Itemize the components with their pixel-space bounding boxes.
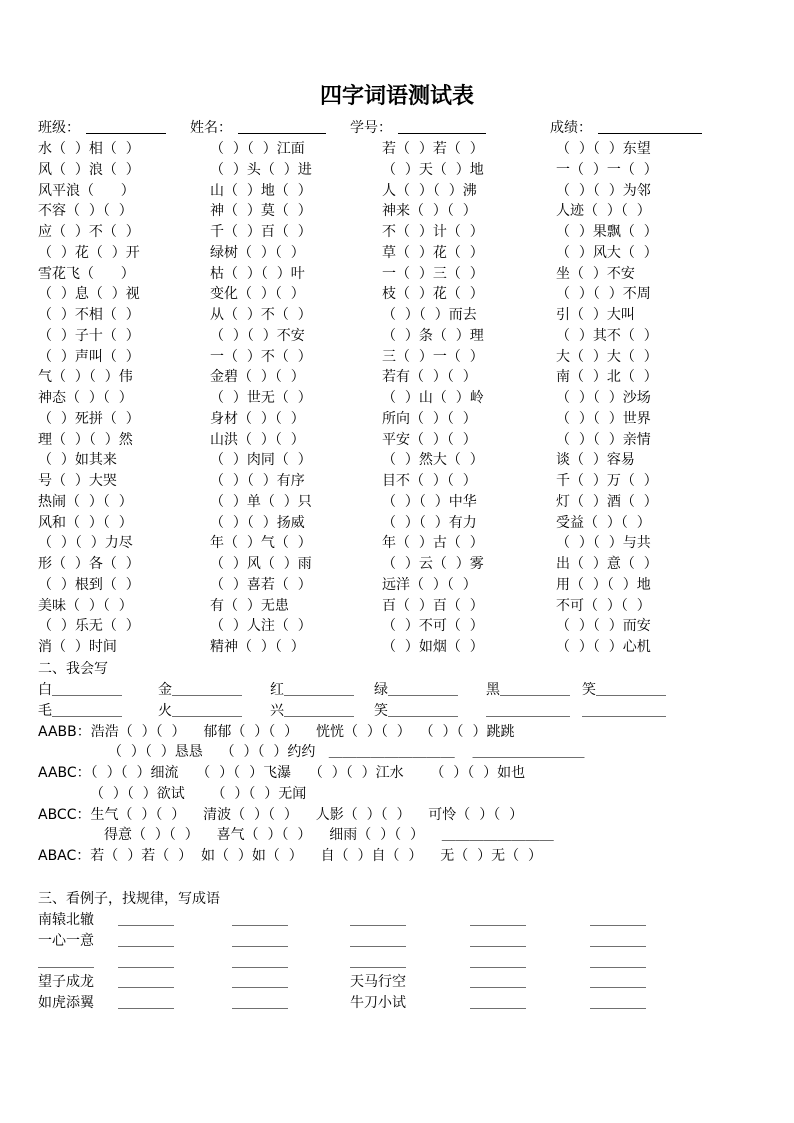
idiom-item[interactable]: （ ）果飘（ ） [556,224,658,240]
answer-blank[interactable]: ＿＿＿＿ [118,933,174,949]
write-cell[interactable]: 毛＿＿＿＿＿ [38,703,122,719]
idiom-item[interactable]: 山（ ）地（ ） [210,182,312,199]
aabc-line[interactable]: （ ）（ ）欲试 （ ）（ ）无闻 [90,786,307,802]
idiom-item[interactable]: （ ）肉同（ ） [210,452,312,469]
idiom-item[interactable]: 不容（ ）（ ） [38,203,133,220]
idiom-item[interactable]: 应（ ）不（ ） [38,224,140,240]
idiom-item[interactable]: 有（ ）无患 [210,597,289,614]
idiom-item[interactable]: （ ）世无（ ） [210,390,312,406]
idiom-item[interactable]: 坐（ ）不安 [556,265,635,282]
answer-blank[interactable]: ＿＿＿＿ [590,974,646,990]
answer-blank[interactable]: ＿＿＿＿ [232,974,288,990]
idiom-item[interactable]: 枝（ ）花（ ） [382,286,484,303]
idiom-item[interactable]: （ ）条（ ）理 [382,327,484,344]
idiom-item[interactable]: （ ）天（ ）地 [382,161,484,178]
aabc-line[interactable]: AABC：（ ）（ ）细流 （ ）（ ）飞瀑 （ ）（ ）江水 （ ）（ ）如也 [38,765,526,781]
idiom-item[interactable]: 神态（ ）（ ） [38,390,133,406]
answer-blank[interactable]: ＿＿＿＿ [118,974,174,990]
idiom-item[interactable]: （ ）（ ）亲情 [556,431,651,448]
write-cell[interactable]: 笑＿＿＿＿＿ [582,682,666,698]
idiom-item[interactable]: （ ）（ ）而安 [556,618,651,635]
write-cell[interactable]: 火＿＿＿＿＿ [158,703,242,719]
idiom-item[interactable]: （ ）单（ ）只 [210,493,312,510]
idiom-item[interactable]: 目不（ ）（ ） [382,473,477,489]
idiom-item[interactable]: 一（ ）不（ ） [210,348,312,365]
page-title: 四字词语测试表 [319,84,474,109]
idiom-item[interactable]: 大（ ）大（ ） [556,348,658,365]
idiom-item[interactable]: 风和（ ）（ ） [38,514,133,531]
idiom-item[interactable]: 水（ ）相（ ） [38,141,140,157]
idiom-item[interactable]: 一（ ）一（ ） [556,161,658,178]
write-cell[interactable]: ＿＿＿＿＿＿ [486,703,570,719]
abcc-line[interactable]: 得意（ ）（ ） 喜气（ ）（ ） 细雨（ ）（ ） ＿＿＿＿＿＿＿＿ [104,827,554,843]
idiom-item[interactable]: （ ）其不（ ） [556,327,658,344]
idiom-item[interactable]: 年（ ）古（ ） [382,535,484,552]
section2-heading: 二、我会写 [38,661,108,677]
idiom-item[interactable]: 风平浪（ ） [38,182,135,199]
class-label: 班级： [38,120,80,136]
idiom-item[interactable]: 雪花飞（ ） [38,265,135,282]
idiom-item[interactable]: （ ）如烟（ ） [382,639,484,655]
answer-blank[interactable]: ＿＿＿＿ [470,933,526,949]
idiom-item[interactable]: 年（ ）气（ ） [210,535,312,552]
write-cell[interactable]: 红＿＿＿＿＿ [270,682,354,698]
answer-blank[interactable]: ＿＿＿＿ [350,933,406,949]
example-idiom: 望子成龙 [38,974,94,990]
idiom-item[interactable]: （ ）不可（ ） [382,618,484,635]
answer-blank[interactable]: ＿＿＿＿ [118,954,174,970]
idiom-item[interactable]: 平安（ ）（ ） [382,431,477,448]
idiom-item[interactable]: 一（ ）三（ ） [382,265,484,282]
idiom-item[interactable]: 用（ ）（ ）地 [556,576,651,593]
idiom-item[interactable]: （ ）喜若（ ） [210,576,312,593]
answer-blank[interactable]: ＿＿＿＿ [232,995,288,1011]
answer-blank[interactable]: ＿＿＿＿ [590,912,646,928]
answer-blank[interactable]: ＿＿＿＿ [38,954,94,970]
answer-blank[interactable]: ＿＿＿＿ [350,954,406,970]
idiom-item[interactable]: （ ）子十（ ） [38,327,140,344]
idiom-item[interactable]: （ ）（ ）东望 [556,141,651,157]
name-label: 姓名： [190,120,232,136]
idiom-item[interactable]: 号（ ）大哭 [38,473,117,489]
idiom-item[interactable]: 不（ ）计（ ） [382,224,484,240]
answer-blank[interactable]: ＿＿＿＿ [470,974,526,990]
idiom-item[interactable]: （ ）（ ）力尽 [38,535,133,552]
idiom-item[interactable]: （ ）（ ）而去 [382,307,477,323]
id-field[interactable] [398,133,486,134]
answer-blank[interactable]: ＿＿＿＿ [118,912,174,928]
write-cell[interactable]: 绿＿＿＿＿＿ [374,682,458,698]
idiom-item[interactable]: （ ）（ ）沙场 [556,390,651,406]
answer-blank[interactable]: ＿＿＿＿ [118,995,174,1011]
write-cell[interactable]: 黑＿＿＿＿＿ [486,682,570,698]
idiom-item[interactable]: 枯（ ）（ ）叶 [210,265,305,282]
answer-blank[interactable]: ＿＿＿＿ [350,912,406,928]
idiom-item[interactable]: 受益（ ）（ ） [556,514,651,531]
idiom-item[interactable]: 若有（ ）（ ） [382,369,477,386]
idiom-item[interactable]: （ ）人注（ ） [210,618,312,635]
idiom-item[interactable]: 三（ ）一（ ） [382,348,484,365]
idiom-item[interactable]: 理（ ）（ ）然 [38,431,133,448]
idiom-item[interactable]: 山洪（ ）（ ） [210,431,305,448]
idiom-item[interactable]: 南（ ）北（ ） [556,369,658,386]
answer-blank[interactable]: ＿＿＿＿ [590,954,646,970]
idiom-item[interactable]: （ ）不相（ ） [38,307,140,323]
aabb-line[interactable]: AABB：浩浩（ ）（ ） 郁郁（ ）（ ） 恍恍（ ）（ ） （ ）（ ）跳跳 [38,724,515,740]
write-cell[interactable]: 兴＿＿＿＿＿ [270,703,354,719]
idiom-item[interactable]: （ ）（ ）扬威 [210,514,305,531]
answer-blank[interactable]: ＿＿＿＿ [232,912,288,928]
idiom-item[interactable]: （ ）乐无（ ） [38,618,140,635]
write-cell[interactable]: 白＿＿＿＿＿ [38,682,122,698]
idiom-item[interactable]: 金碧（ ）（ ） [210,369,305,386]
idiom-item[interactable]: （ ）（ ）世界 [556,410,651,427]
idiom-item[interactable]: （ ）（ ）中华 [382,493,477,510]
idiom-item[interactable]: （ ）（ ）与共 [556,535,651,552]
idiom-item[interactable]: （ ）山（ ）岭 [382,390,484,406]
idiom-item[interactable]: 千（ ）百（ ） [210,224,312,240]
idiom-item[interactable]: （ ）（ ）不安 [210,327,305,344]
idiom-item[interactable]: （ ）声叫（ ） [38,348,140,365]
idiom-item[interactable]: 灯（ ）酒（ ） [556,493,658,510]
class-field[interactable] [86,133,166,134]
idiom-item[interactable]: 百（ ）百（ ） [382,597,484,614]
id-label: 学号： [350,120,392,136]
answer-blank[interactable]: ＿＿＿＿ [590,933,646,949]
idiom-item[interactable]: 消（ ）时间 [38,639,117,655]
abac-line[interactable]: ABAC：若（ ）若（ ） 如（ ）如（ ） 自（ ）自（ ） 无（ ）无（ ） [38,848,542,864]
idiom-item[interactable]: 热闹（ ）（ ） [38,493,133,510]
idiom-item[interactable]: 人迹（ ）（ ） [556,203,651,220]
idiom-item[interactable]: （ ）如其来 [38,452,117,469]
example-idiom: 牛刀小试 [350,995,406,1011]
answer-blank[interactable]: ＿＿＿＿ [470,912,526,928]
idiom-item[interactable]: 若（ ）若（ ） [382,141,484,157]
aabb-line[interactable]: （ ）（ ）恳恳 （ ）（ ）约约 ＿＿＿＿＿＿＿＿＿ ＿＿＿＿＿＿＿＿ [108,744,585,760]
idiom-item[interactable]: 出（ ）意（ ） [556,556,658,572]
write-cell[interactable]: 金＿＿＿＿＿ [158,682,242,698]
answer-blank[interactable]: ＿＿＿＿ [232,954,288,970]
idiom-item[interactable]: 风（ ）浪（ ） [38,161,140,178]
idiom-item[interactable]: 神来（ ）（ ） [382,203,477,220]
idiom-item[interactable]: 人（ ）（ ）沸 [382,182,477,199]
write-cell[interactable]: 笑＿＿＿＿＿ [374,703,458,719]
answer-blank[interactable]: ＿＿＿＿ [470,954,526,970]
idiom-item[interactable]: （ ）（ ）不周 [556,286,651,303]
idiom-item[interactable]: （ ）死拼（ ） [38,410,140,427]
idiom-item[interactable]: （ ）（ ）有序 [210,473,305,489]
idiom-item[interactable]: 精神（ ）（ ） [210,639,305,655]
abcc-line[interactable]: ABCC：生气（ ）（ ） 清波（ ）（ ） 人影（ ）（ ） 可怜（ ）（ ） [38,807,524,823]
idiom-item[interactable]: （ ）风大（ ） [556,244,658,261]
example-idiom: 南辕北辙 [38,912,94,928]
idiom-item[interactable]: 美味（ ）（ ） [38,597,133,614]
idiom-item[interactable]: （ ）花（ ）开 [38,244,140,261]
idiom-item[interactable]: （ ）（ ）有力 [382,514,477,531]
idiom-item[interactable]: 形（ ）各（ ） [38,556,140,572]
idiom-item[interactable]: 身材（ ）（ ） [210,410,305,427]
idiom-item[interactable]: （ ）然大（ ） [382,452,484,469]
section3-heading: 三、看例子，找规律，写成语 [38,891,220,907]
idiom-item[interactable]: （ ）头（ ）进 [210,161,312,178]
score-label: 成绩： [550,120,592,136]
idiom-item[interactable]: 草（ ）花（ ） [382,244,484,261]
example-idiom: 一心一意 [38,933,94,949]
idiom-item[interactable]: （ ）息（ ）视 [38,286,140,303]
idiom-item[interactable]: 绿树（ ）（ ） [210,244,305,261]
idiom-item[interactable]: （ ）云（ ）雾 [382,556,484,572]
example-idiom: 如虎添翼 [38,995,94,1011]
answer-blank[interactable]: ＿＿＿＿ [590,995,646,1011]
idiom-item[interactable]: 不可（ ）（ ） [556,597,651,614]
idiom-item[interactable]: （ ）根到（ ） [38,576,140,593]
score-field[interactable] [598,133,702,134]
idiom-item[interactable]: （ ）（ ）为邻 [556,182,651,199]
idiom-item[interactable]: 引（ ）大叫 [556,307,635,323]
answer-blank[interactable]: ＿＿＿＿ [470,995,526,1011]
idiom-item[interactable]: （ ）（ ）江面 [210,141,305,157]
idiom-item[interactable]: 谈（ ）容易 [556,452,635,469]
idiom-item[interactable]: 神（ ）莫（ ） [210,203,312,220]
example-idiom: 天马行空 [350,974,406,990]
idiom-item[interactable]: （ ）（ ）心机 [556,639,651,655]
idiom-item[interactable]: 从（ ）不（ ） [210,307,312,323]
idiom-item[interactable]: 所向（ ）（ ） [382,410,477,427]
idiom-item[interactable]: 变化（ ）（ ） [210,286,305,303]
idiom-item[interactable]: （ ）风（ ）雨 [210,556,312,572]
idiom-item[interactable]: 远洋（ ）（ ） [382,576,477,593]
name-field[interactable] [238,133,326,134]
idiom-item[interactable]: 气（ ）（ ）伟 [38,369,133,386]
write-cell[interactable]: ＿＿＿＿＿＿ [582,703,666,719]
idiom-item[interactable]: 千（ ）万（ ） [556,473,658,489]
answer-blank[interactable]: ＿＿＿＿ [232,933,288,949]
